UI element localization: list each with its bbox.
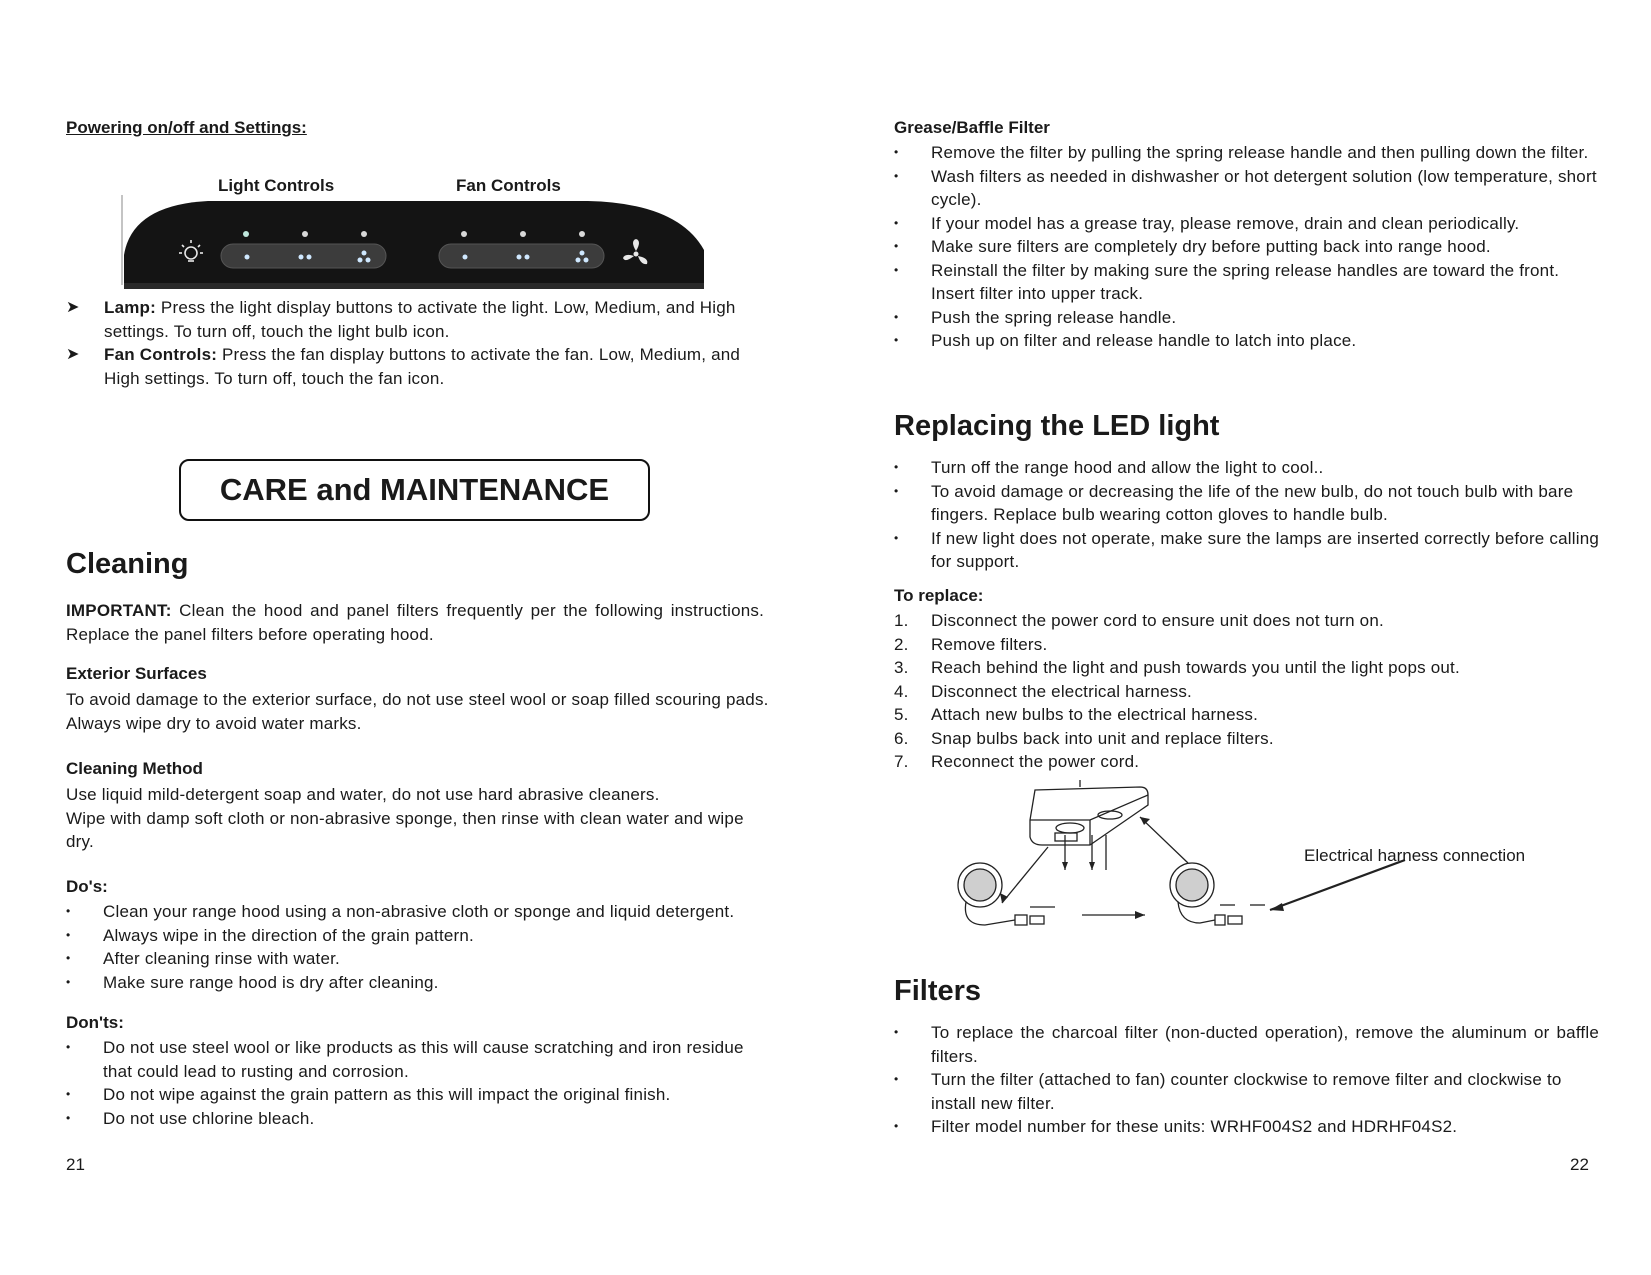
dot-bullet-icon: • xyxy=(894,460,899,474)
replace-heading: To replace: xyxy=(894,586,984,605)
list-item: • After cleaning rinse with water. xyxy=(66,947,778,971)
dot-bullet-icon: • xyxy=(894,215,899,230)
dot-bullet-icon: • xyxy=(66,951,71,965)
list-item: • Make sure filters are completely dry before putting back into range hood. xyxy=(894,235,1599,259)
important-text: Clean the hood and panel filters frequently per the following instructions. Replace the panel filters before operating hood. xyxy=(66,601,764,644)
method-heading: Cleaning Method xyxy=(66,759,203,778)
dos-list xyxy=(66,900,778,994)
light-controls-label: Light Controls xyxy=(218,176,335,195)
care-maintenance-box xyxy=(179,459,650,521)
dot-bullet-icon: • xyxy=(894,262,899,277)
dot-bullet-icon: • xyxy=(66,927,71,942)
list-item: 2. Remove filters. xyxy=(894,634,1048,654)
list-item: 4. Disconnect the electrical harness. xyxy=(894,681,1192,701)
donts-list xyxy=(66,1036,772,1130)
control-instructions xyxy=(66,296,772,390)
list-item: • Push the spring release handle. xyxy=(894,306,1599,330)
page-number-left: 21 xyxy=(66,1155,85,1174)
powering-heading: Powering on/off and Settings: xyxy=(66,118,307,137)
dos-heading: Do's: xyxy=(66,877,108,896)
led-list xyxy=(894,456,1599,574)
lamp-label: Lamp: xyxy=(104,298,156,317)
list-item: • Turn off the range hood and allow the light to cool.. xyxy=(894,456,1599,480)
list-item: 3. Reach behind the light and push towards you until the light pops out. xyxy=(894,658,1460,677)
dot-bullet-icon: • xyxy=(66,974,71,989)
fan-text: Press the fan display buttons to activate the fan. Low, Medium, and High settings. To turn off, touch the fan icon. xyxy=(104,345,741,388)
dot-bullet-icon: • xyxy=(894,1025,899,1039)
filters-heading: Filters xyxy=(894,975,982,1007)
lamp-instruction xyxy=(66,296,772,343)
dot-bullet-icon: • xyxy=(66,904,71,918)
dot-bullet-icon: • xyxy=(894,483,899,498)
exterior-text: To avoid damage to the exterior surface, do not use steel wool or soap filled scouring pads. Always wipe dry to avoid water marks. xyxy=(66,690,769,733)
list-item: • Reinstall the filter by making sure the spring release handles are toward the front. Insert filter into upper track. xyxy=(894,259,1599,306)
method-line: Use liquid mild-detergent soap and water, do not use hard abrasive cleaners. xyxy=(66,785,660,804)
method-line: Wipe with damp soft cloth or non-abrasive sponge, then rinse with clean water and wipe dry. xyxy=(66,808,744,851)
list-item: • Make sure range hood is dry after cleaning. xyxy=(66,971,778,995)
dot-bullet-icon: • xyxy=(894,309,899,324)
led-heading: Replacing the LED light xyxy=(894,410,1220,442)
dot-bullet-icon: • xyxy=(894,333,899,347)
arrowhead-bullet-icon: ➤ xyxy=(66,299,80,316)
list-item: • Always wipe in the direction of the grain pattern. xyxy=(66,924,778,948)
list-item: • Remove the filter by pulling the spring release handle and then pulling down the filter. xyxy=(894,141,1599,165)
dot-bullet-icon: • xyxy=(894,1072,899,1086)
grease-list xyxy=(894,141,1599,353)
important-paragraph xyxy=(66,599,764,646)
donts-heading: Don'ts: xyxy=(66,1013,124,1032)
list-item: • Filter model number for these units: WRHF004S2 and HDRHF04S2. xyxy=(894,1115,1599,1139)
list-item: • To avoid damage or decreasing the life of the new bulb, do not touch bulb with bare fingers. Replace bulb wearing cotton gloves to handle bulb. xyxy=(894,480,1599,527)
control-panel xyxy=(118,195,708,295)
list-item: • Wash filters as needed in dishwasher or hot detergent solution (low temperature, short cycle). xyxy=(894,165,1599,212)
list-item: 6. Snap bulbs back into unit and replace filters. xyxy=(894,728,1274,748)
dot-bullet-icon: • xyxy=(66,1087,71,1101)
dot-bullet-icon: • xyxy=(894,168,899,183)
list-item: • Do not use chlorine bleach. xyxy=(66,1107,772,1131)
list-item: 1. Disconnect the power cord to ensure unit does not turn on. xyxy=(894,611,1384,630)
list-item: • To replace the charcoal filter (non-ducted operation), remove the aluminum or baffle filters. xyxy=(894,1021,1599,1068)
lamp-text: Press the light display buttons to activate the light. Low, Medium, and High settings. To turn off, touch the light bulb icon. xyxy=(104,298,736,341)
exterior-heading: Exterior Surfaces xyxy=(66,664,207,683)
arrowhead-bullet-icon: ➤ xyxy=(66,346,80,363)
fan-controls-label: Fan Controls xyxy=(456,176,561,195)
dot-bullet-icon: • xyxy=(66,1110,71,1125)
list-item: • Clean your range hood using a non-abrasive cloth or sponge and liquid detergent. xyxy=(66,900,778,924)
replace-steps xyxy=(894,609,1599,774)
fan-instruction xyxy=(66,343,772,390)
list-item: • Push up on filter and release handle to latch into place. xyxy=(894,329,1599,353)
care-maintenance-title: CARE and MAINTENANCE xyxy=(219,472,610,507)
list-item: • Do not wipe against the grain pattern as this will impact the original finish. xyxy=(66,1083,772,1107)
dot-bullet-icon: • xyxy=(894,1119,899,1133)
page-number-right: 22 xyxy=(1570,1155,1589,1174)
list-item: • Turn the filter (attached to fan) counter clockwise to remove filter and clockwise to install new filter. xyxy=(894,1068,1599,1115)
diagram-label: Electrical harness connection xyxy=(1304,846,1526,865)
dot-bullet-icon: • xyxy=(894,530,899,545)
list-item: • If new light does not operate, make sure the lamps are inserted correctly before calling for support. xyxy=(894,527,1599,574)
dot-bullet-icon: • xyxy=(894,145,899,159)
cleaning-heading: Cleaning xyxy=(66,548,189,580)
method-text xyxy=(66,783,772,854)
important-label: IMPORTANT: xyxy=(66,601,172,620)
dot-bullet-icon: • xyxy=(894,239,899,253)
grease-heading: Grease/Baffle Filter xyxy=(894,118,1050,137)
list-item: • Do not use steel wool or like products as this will cause scratching and iron residue that could lead to rusting and corrosion. xyxy=(66,1036,772,1083)
list-item: 7. Reconnect the power cord. xyxy=(894,752,1140,771)
fan-controls-label-bold: Fan Controls: xyxy=(104,345,218,364)
filters-list xyxy=(894,1021,1599,1139)
list-item: 5. Attach new bulbs to the electrical harness. xyxy=(894,705,1259,724)
list-item: • If your model has a grease tray, please remove, drain and clean periodically. xyxy=(894,212,1599,236)
dot-bullet-icon: • xyxy=(66,1040,71,1054)
